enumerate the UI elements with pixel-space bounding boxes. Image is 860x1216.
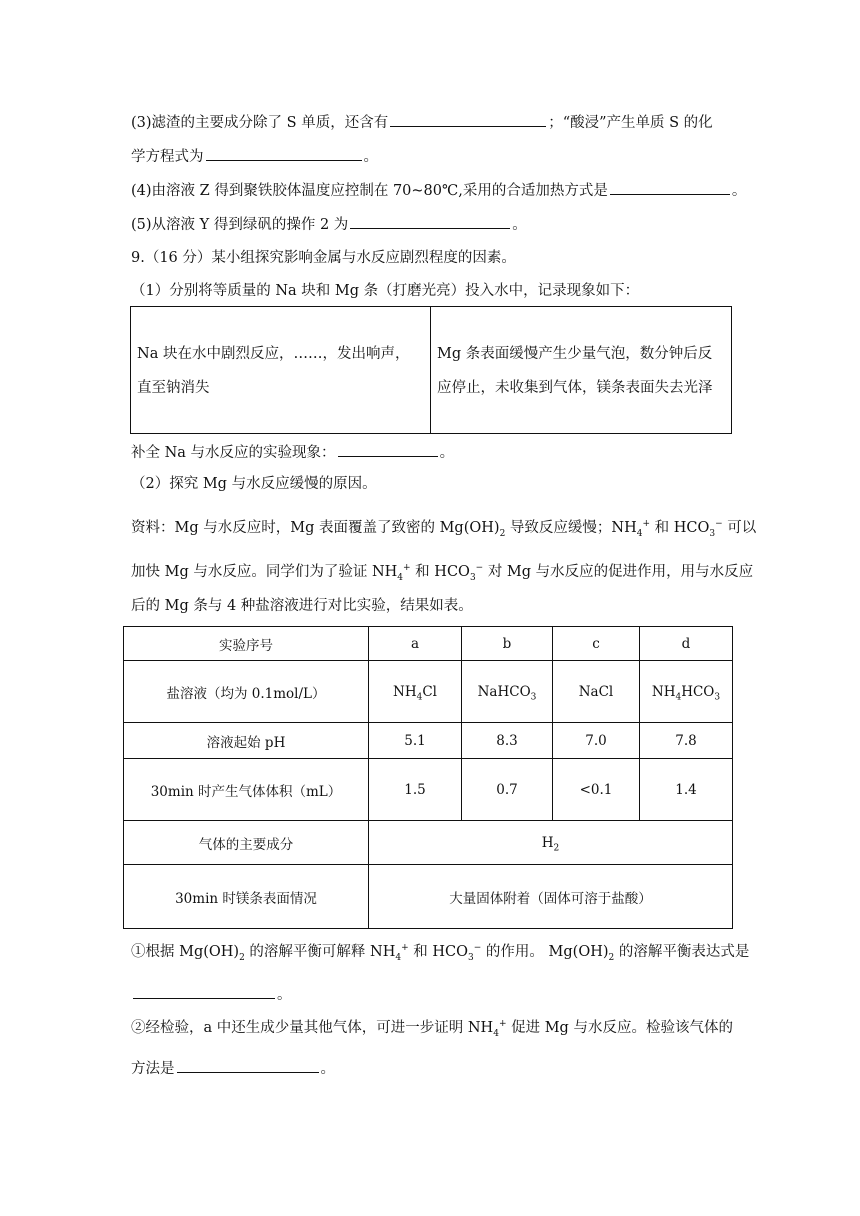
na-complete-line: 补全 Na 与水反应的实验现象： 。 xyxy=(131,442,454,463)
salt-label: 盐溶液（均为 0.1mol/L） xyxy=(124,661,369,723)
na-answer-blank[interactable] xyxy=(338,442,438,457)
q5-answer-blank[interactable] xyxy=(350,214,510,229)
q5-line: (5)从溶液 Y 得到绿矾的操作 2 为 。 xyxy=(131,214,527,235)
ph-label: 溶液起始 pH xyxy=(124,723,369,759)
col-c: c xyxy=(553,627,640,661)
mg-observation: Mg 条表面缓慢产生少量气泡，数分钟后反 应停止，未收集到气体，镁条表面失去光泽 xyxy=(437,346,713,396)
ph-b: 8.3 xyxy=(462,723,553,759)
qi-line2: 。 xyxy=(131,984,292,1005)
info-line2: 加快 Mg 与水反应。同学们为了验证 $NH_4^+$ 和 $HCO_3^-$ 对 Mg 与水反应的促进作用，用与水反应 xyxy=(131,563,754,583)
surface-label: 30min 时镁条表面情况 xyxy=(124,865,369,929)
ph-c: 7.0 xyxy=(553,723,640,759)
header-label: 实验序号 xyxy=(124,627,369,661)
q3-answer-blank-1[interactable] xyxy=(390,112,546,127)
qi-answer-blank[interactable] xyxy=(133,984,275,999)
gas-value: $H_2$ xyxy=(369,821,733,865)
results-table xyxy=(123,626,733,929)
col-a: a xyxy=(369,627,462,661)
col-d: d xyxy=(640,627,733,661)
ph-d: 7.8 xyxy=(640,723,733,759)
info-line3: 后的 Mg 条与 4 种盐溶液进行对比实验，结果如表。 xyxy=(131,598,473,614)
qii-line1: ②经检验，a 中还生成少量其他气体，可进一步证明 $NH_4^+$ 促进 Mg 与水反应。检验该气体的 xyxy=(131,1019,733,1039)
q4-line: (4)由溶液 Z 得到聚铁胶体温度应控制在 70~80℃,采用的合适加热方式是 。 xyxy=(131,180,746,201)
vol-c: <0.1 xyxy=(553,759,640,821)
surface-value: 大量固体附着（固体可溶于盐酸） xyxy=(369,865,733,929)
qii-line2: 方法是 。 xyxy=(131,1058,335,1079)
q9-title: 9.（16 分）某小组探究影响金属与水反应剧烈程度的因素。 xyxy=(131,250,516,266)
info-line1: 资料：Mg 与水反应时，Mg 表面覆盖了致密的 $Mg(OH)_2$ 导致反应缓慢；$NH_4^+$ 和 $HCO_3^-$ 可以 xyxy=(131,519,757,539)
qi-line1: ①根据 $Mg(OH)_2$ 的溶解平衡可解释 $NH_4^+$ 和 $HCO_3^-$ 的作用。 $Mg(OH)_2$ 的溶解平衡表达式是 xyxy=(131,943,750,963)
vol-a: 1.5 xyxy=(369,759,462,821)
salt-c: NaCl xyxy=(553,661,640,723)
na-observation: Na 块在水中剧烈反应，……，发出响声， 直至钠消失 xyxy=(137,346,410,396)
salt-b: NaHCO$_3$ xyxy=(462,661,553,723)
col-b: b xyxy=(462,627,553,661)
ph-a: 5.1 xyxy=(369,723,462,759)
salt-d: $NH_4HCO_3$ xyxy=(640,661,733,723)
vol-d: 1.4 xyxy=(640,759,733,821)
q3-line2: 学方程式为 。 xyxy=(131,146,378,167)
q3-answer-blank-2[interactable] xyxy=(206,146,362,161)
q4-answer-blank[interactable] xyxy=(610,180,730,195)
q9-part1: （1）分别将等质量的 Na 块和 Mg 条（打磨光亮）投入水中，记录现象如下： xyxy=(131,283,640,299)
vol-b: 0.7 xyxy=(462,759,553,821)
gas-label: 气体的主要成分 xyxy=(124,821,369,865)
q9-part2: （2）探究 Mg 与水反应缓慢的原因。 xyxy=(131,476,377,492)
volume-label: 30min 时产生气体体积（mL） xyxy=(124,759,369,821)
qii-answer-blank[interactable] xyxy=(177,1058,319,1073)
q3-line1: (3)滤渣的主要成分除了 S 单质，还含有 ；“酸浸”产生单质 S 的化 xyxy=(131,112,713,133)
salt-a: $NH_4Cl$ xyxy=(369,661,462,723)
observation-divider xyxy=(430,306,431,434)
